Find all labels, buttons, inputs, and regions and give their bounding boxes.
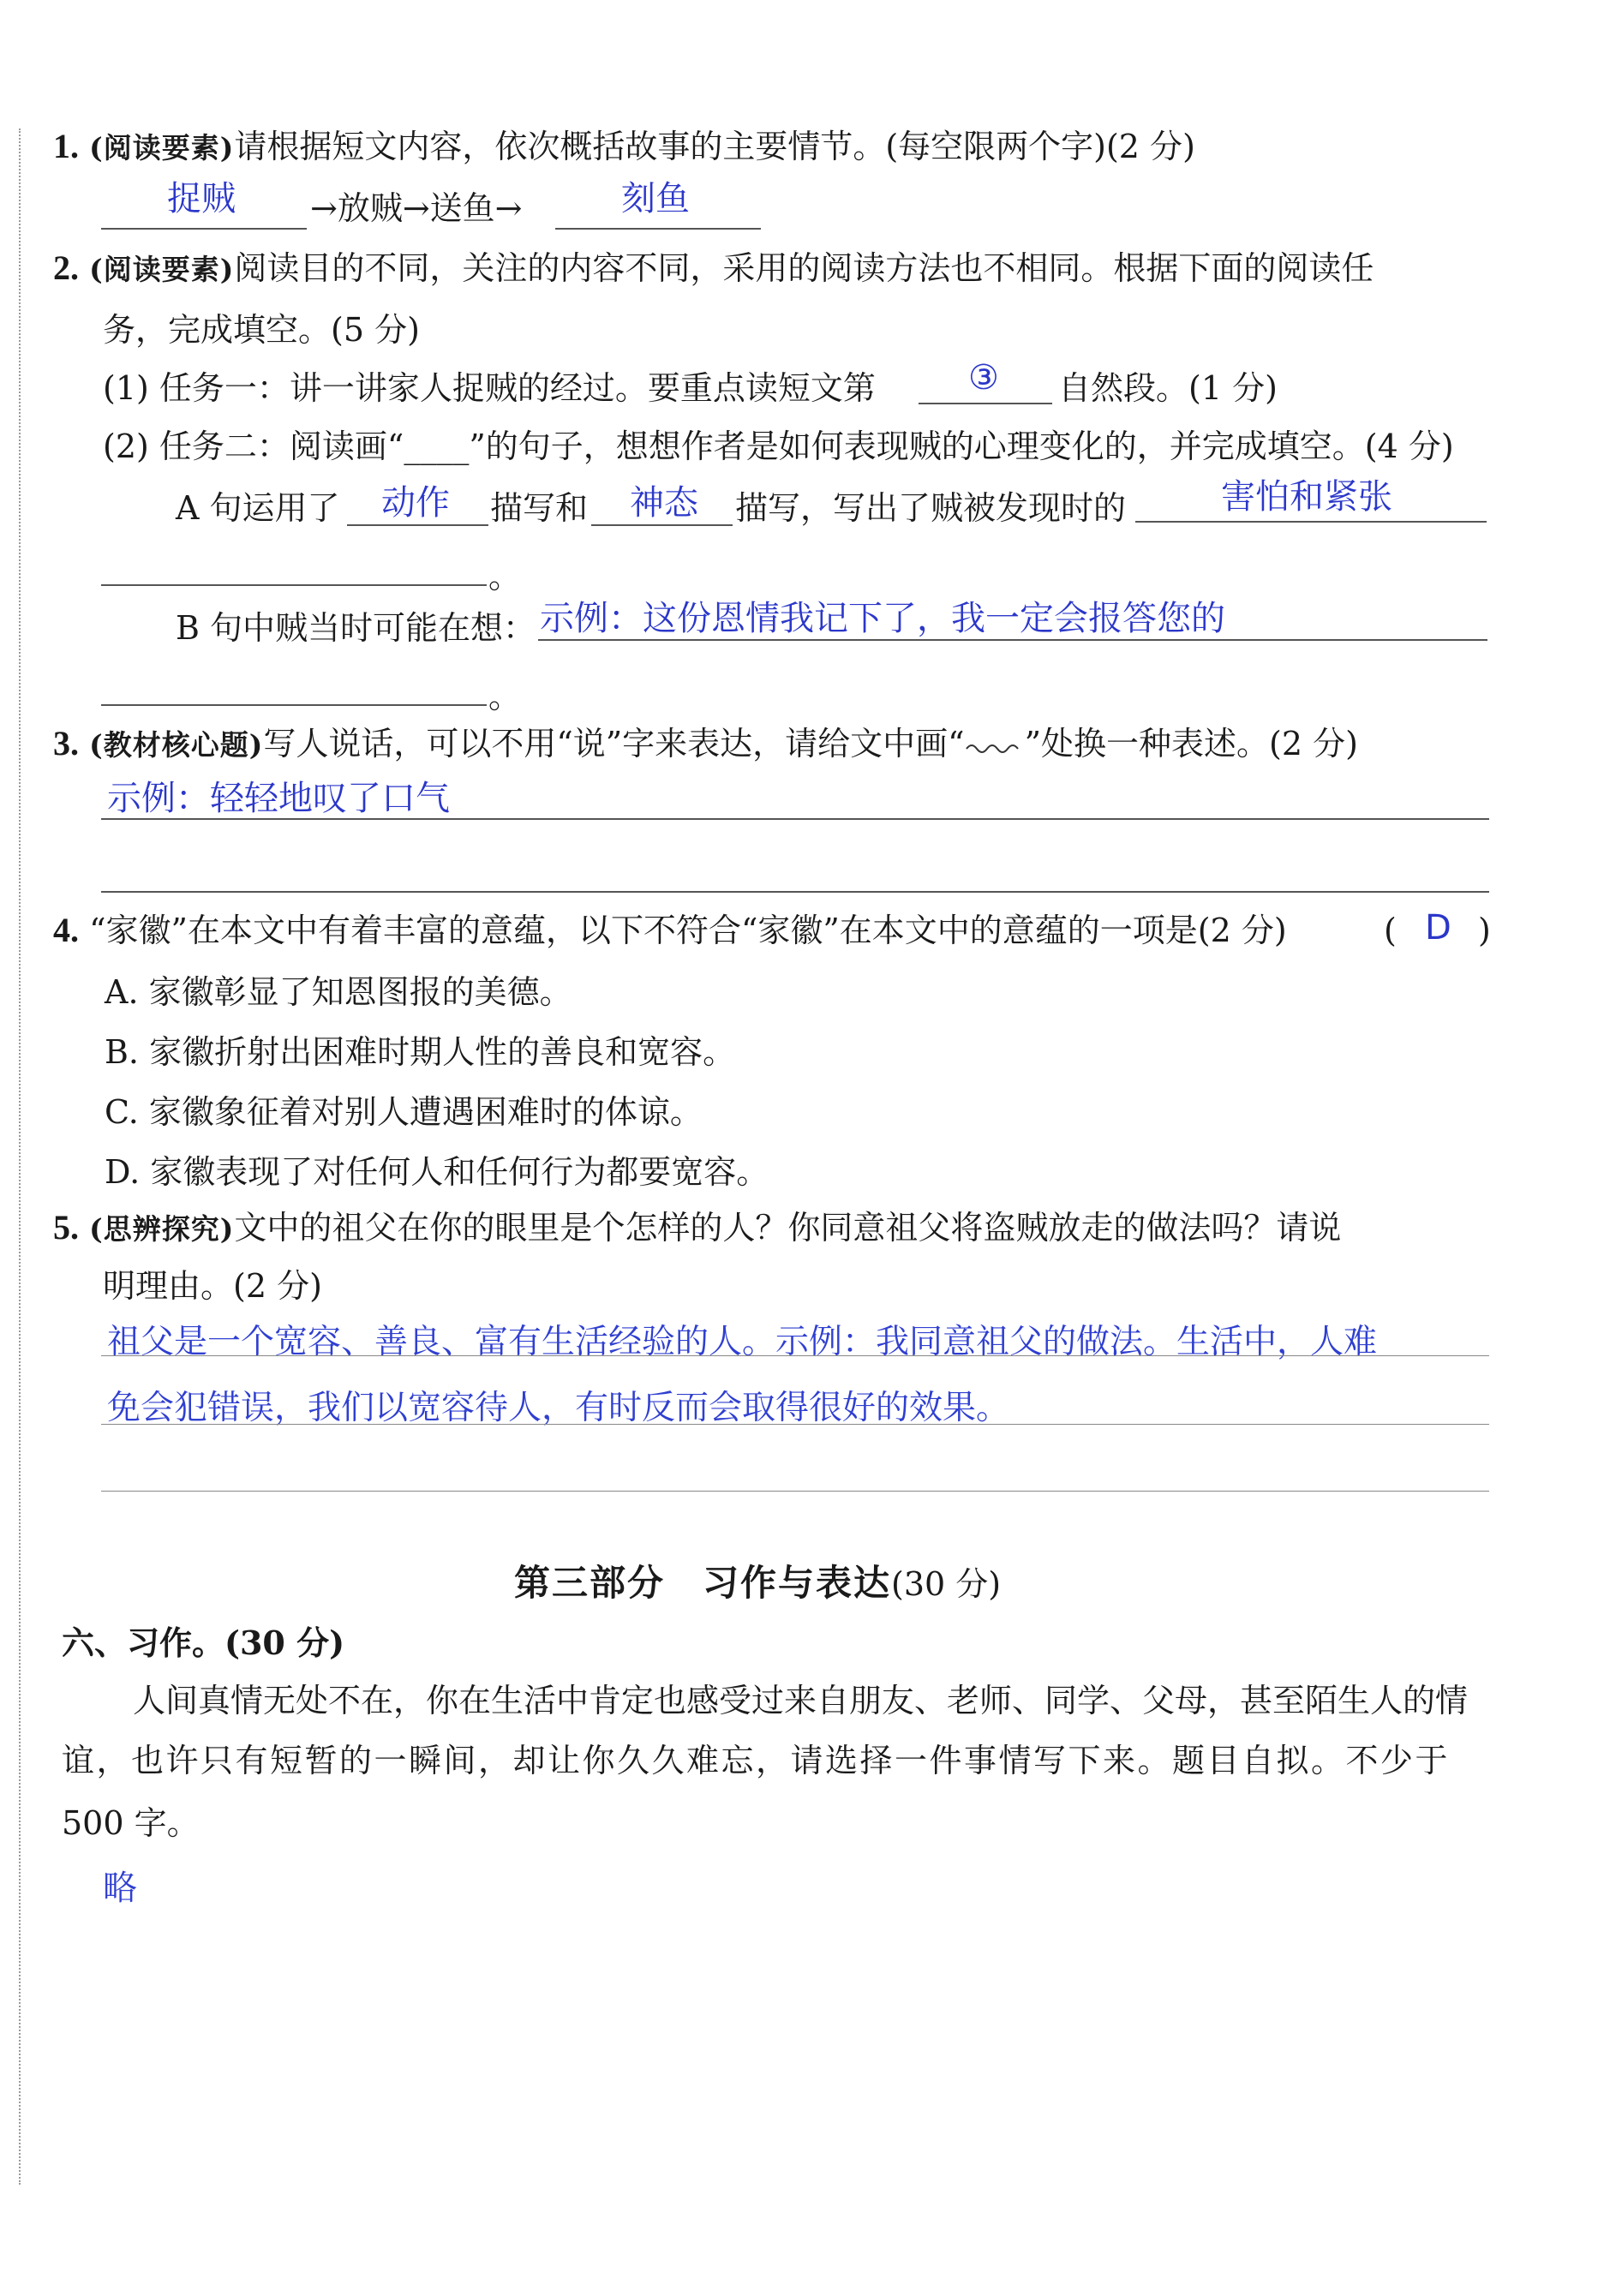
answer-3: 示例：轻轻地叹了口气 bbox=[107, 779, 450, 818]
question-text: 文中的祖父在你的眼里是个怎样的人？你同意祖父将盗贼放走的做法吗？请说 bbox=[234, 1209, 1342, 1247]
blank-line bbox=[101, 584, 487, 586]
task-1-end: 自然段。(1 分) bbox=[1058, 369, 1278, 407]
blank-line bbox=[101, 704, 487, 706]
answer-paragraph-number: ③ bbox=[968, 358, 999, 398]
question-number: 2. bbox=[53, 248, 79, 287]
question-1 bbox=[53, 127, 1195, 168]
answer-blank-1: 捉贼 bbox=[167, 179, 236, 218]
blank-line bbox=[591, 524, 733, 526]
task-2-a-mid1: 描写和 bbox=[490, 489, 589, 527]
blank-line bbox=[347, 524, 488, 526]
prompt-line-3: 500 字。 bbox=[62, 1804, 200, 1842]
answer-5-line-1: 祖父是一个宽容、善良、富有生活经验的人。示例：我同意祖父的做法。生活中，人难 bbox=[107, 1323, 1378, 1361]
question-text: 请根据短文内容，依次概括故事的主要情节。(每空限两个字)(2 分) bbox=[234, 128, 1195, 165]
answer-a-1: 动作 bbox=[381, 483, 450, 523]
answer-a-2: 神态 bbox=[630, 483, 698, 523]
question-text-end: ”处换一种表述。(2 分) bbox=[1024, 725, 1358, 762]
answer-blank-2: 刻鱼 bbox=[621, 179, 690, 218]
blank-line bbox=[101, 228, 307, 230]
question-tag: (阅读要素) bbox=[89, 253, 235, 286]
question-text-cont: 明理由。(2 分) bbox=[103, 1267, 322, 1305]
answer-line bbox=[101, 1424, 1489, 1425]
punctuation: 。 bbox=[488, 678, 522, 715]
task-2-a-pre: A 句运用了 bbox=[176, 489, 340, 527]
blank-line bbox=[538, 639, 1487, 641]
question-tag: (思辨探究) bbox=[89, 1212, 235, 1246]
task-2-b-pre: B 句中贼当时可能在想： bbox=[176, 609, 536, 647]
question-4 bbox=[53, 911, 1287, 950]
task-2: (2) 任务二：阅读画“____”的句子，想想作者是如何表现贼的心理变化的，并完成填空。(4 分) bbox=[103, 428, 1454, 465]
answer-6: 略 bbox=[103, 1868, 137, 1908]
answer-line bbox=[101, 1491, 1489, 1492]
question-6-heading: 六、习作。(30 分) bbox=[62, 1623, 345, 1662]
option-a: A. 家徽彰显了知恩图报的美德。 bbox=[105, 973, 572, 1011]
plot-arrow-text: →放贼→送鱼→ bbox=[310, 189, 523, 227]
option-d: D. 家徽表现了对任何人和任何行为都要宽容。 bbox=[105, 1153, 769, 1191]
answer-a-3: 害怕和紧张 bbox=[1221, 477, 1392, 517]
prompt-line-1: 人间真情无处不在，你在生活中肯定也感受过来自朋友、老师、同学、父母，甚至陌生人的情 bbox=[133, 1682, 1469, 1719]
answer-paren-open: ( bbox=[1384, 912, 1397, 949]
question-number: 3. bbox=[53, 724, 79, 762]
section-title: 第三部分 习作与表达(30 分) bbox=[514, 1562, 1002, 1604]
answer-4: D bbox=[1425, 908, 1451, 948]
question-text-cont: 务，完成填空。(5 分) bbox=[103, 311, 420, 349]
question-number: 1. bbox=[53, 127, 79, 165]
question-tag: (教材核心题) bbox=[89, 728, 264, 762]
question-2 bbox=[53, 248, 1374, 290]
question-number: 5. bbox=[53, 1208, 79, 1247]
answer-paren-close: ) bbox=[1478, 912, 1491, 949]
answer-b: 示例：这份恩情我记下了，我一定会报答您的 bbox=[540, 599, 1225, 638]
option-c: C. 家徽象征着对别人遭遇困难时的体谅。 bbox=[105, 1093, 703, 1131]
blank-line bbox=[1135, 521, 1487, 523]
answer-line bbox=[101, 818, 1489, 820]
answer-line bbox=[101, 1355, 1489, 1356]
question-text: 阅读目的不同，关注的内容不同，采用的阅读方法也不相同。根据下面的阅读任 bbox=[234, 249, 1374, 287]
blank-line bbox=[919, 403, 1052, 404]
task-2-a-mid2: 描写，写出了贼被发现时的 bbox=[735, 489, 1127, 527]
question-tag: (阅读要素) bbox=[89, 131, 235, 164]
section-score: (30 分) bbox=[891, 1565, 1002, 1603]
answer-5-line-2: 免会犯错误，我们以宽容待人，有时反而会取得很好的效果。 bbox=[107, 1389, 1010, 1427]
option-b: B. 家徽折射出困难时期人性的善良和宽容。 bbox=[105, 1033, 736, 1071]
blank-line bbox=[555, 228, 761, 230]
margin-dotted-rule bbox=[19, 129, 21, 2185]
question-5 bbox=[53, 1208, 1341, 1249]
question-text: “家徽”在本文中有着丰富的意蕴，以下不符合“家徽”在本文中的意蕴的一项是(2 分) bbox=[89, 912, 1287, 949]
question-text: 写人说话，可以不用“说”字来表达，请给文中画“ bbox=[263, 725, 965, 762]
question-number: 4. bbox=[53, 911, 79, 949]
prompt-line-2: 谊，也许只有短暂的一瞬间，却让你久久难忘，请选择一件事情写下来。题目自拟。不少于 bbox=[62, 1742, 1451, 1779]
wavy-underline-mark bbox=[965, 738, 1025, 756]
question-score: (30 分) bbox=[224, 1623, 345, 1662]
task-1: (1) 任务一：讲一讲家人捉贼的经过。要重点读短文第 bbox=[103, 369, 876, 407]
question-3 bbox=[53, 724, 1358, 765]
answer-line bbox=[101, 891, 1489, 893]
punctuation: 。 bbox=[488, 558, 522, 595]
